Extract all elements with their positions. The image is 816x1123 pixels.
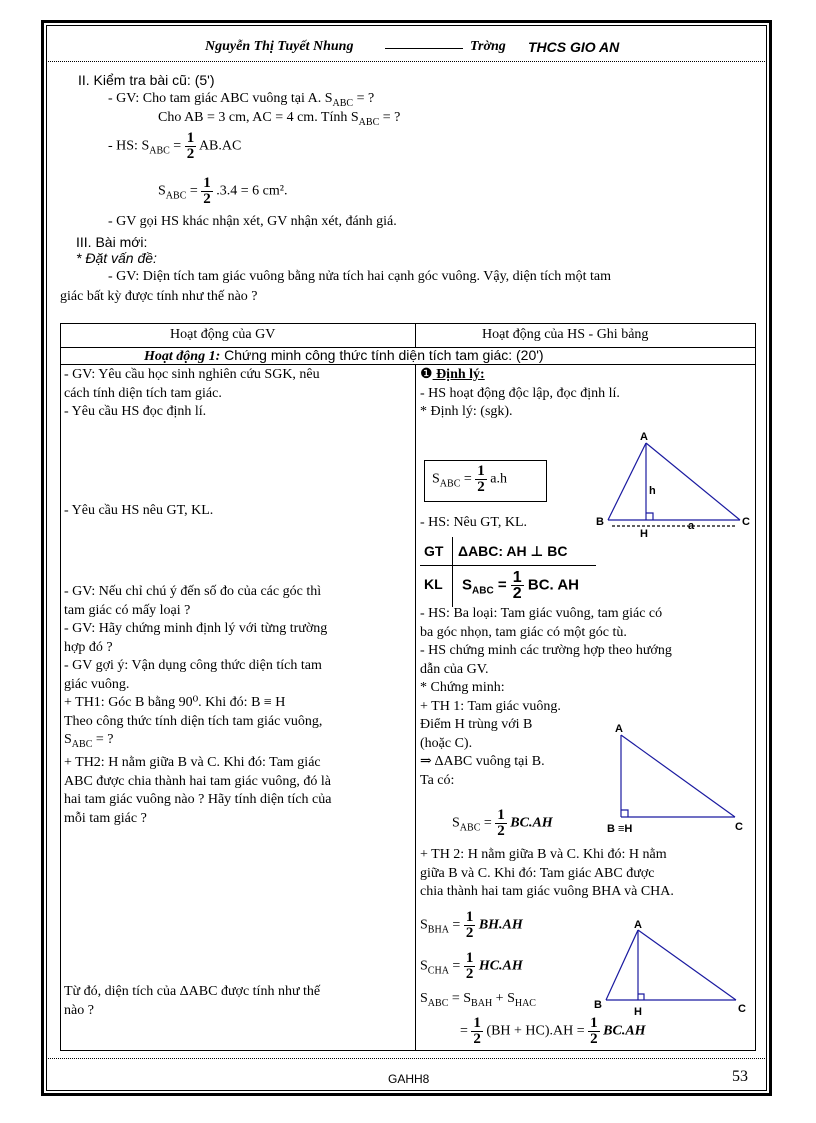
formula-box-content: $S_{ABC}$ = $\frac{1}{2}$ a.h (432, 463, 507, 495)
section3-title: III. Bài mới: (76, 234, 148, 250)
section3-subtitle: * Đặt vấn đề: (76, 250, 157, 266)
footer-rule (48, 1058, 765, 1059)
fig1-label-h: H (640, 528, 648, 540)
gt-kl-vrule (452, 537, 453, 607)
section2-gv-eval: - GV gọi HS khác nhận xét, GV nhận xét, đánh giá. (108, 214, 397, 229)
fig3-label-b: B (594, 999, 602, 1011)
right-col-proof: - HS: Ba loại: Tam giác vuông, tam giác có ba góc nhọn, tam giác có một góc tù. - HS chứng minh các trường hợp theo hướng dẫn của GV. * Chứng minh: + TH 1: Tam giác vuông. Điểm H trùng với B (hoặc C). ⇒ ΔABC vuông tại B. Ta có: (420, 606, 672, 788)
left-col-proof: - GV: Nếu chỉ chú ý đến số đo của các góc thì tam giác có mấy loại ? - GV: Hãy chứng minh định lý với từng trường hợp đó ? - GV gợi ý: Vận dụng công thức diện tích tam giác vuông. + TH1: Góc B bằng 90⁰. Khi đó: B ≡ H Theo công thức tính diện tích tam giác vuông, $S_{ABC}$ = ? + TH2: H nằm giữa B và C. Khi đó: Tam giác ABC được chia thành hai tam giác vuông, đó là hai tam giác vuông nào ? Hãy tính diện tích của mỗi tam giác ? (64, 584, 332, 826)
fig2-label-bh: B ≡H (607, 823, 633, 835)
s-cha-formula: $S_{CHA}$ = $\frac{1}{2}$ HC.AH (420, 950, 523, 982)
section2-title: II. Kiểm tra bài cũ: (5') (78, 72, 215, 88)
section2-gv-line1: - GV: Cho tam giác ABC vuông tại A. $S_{ABC}$ = ? (108, 91, 375, 109)
s-abc-final: = $\frac{1}{2}$ (BH + HC).AH = $\frac{1}{2}$ BC.AH (460, 1015, 646, 1047)
table-header-divider (415, 323, 416, 347)
gt-content: ΔABC: AH ⊥ BC (458, 543, 568, 559)
s-bha-formula: $S_{BHA}$ = $\frac{1}{2}$ BH.AH (420, 909, 523, 941)
fig1-label-a: A (640, 431, 648, 443)
section3-intro-line2: giác bất kỳ được tính như thế nào ? (60, 289, 258, 304)
header-author: Nguyễn Thị Tuyết Nhung (205, 39, 354, 54)
figure-triangle-th2 (592, 918, 758, 1018)
fig3-label-a: A (634, 919, 642, 931)
fig2-label-c: C (735, 821, 743, 833)
header-school: THCS GIO AN (528, 39, 620, 55)
table-column-divider (415, 364, 416, 1051)
right-col-top: ❶ Định lý: - HS hoạt động độc lập, đọc định lí. * Định lý: (sgk). (420, 367, 620, 419)
th1-formula: $S_{ABC}$ = $\frac{1}{2}$ BC.AH (452, 807, 553, 839)
fraction-half: $\frac{1}{2}$ (203, 175, 211, 207)
section2-hs-formula: - HS: $S_{ABC}$ = $\frac{1}{2}$ AB.AC (108, 130, 242, 162)
kl-content: $S_{ABC}$ = $\frac{1}{2}$ BC. AH (462, 569, 579, 602)
right-th2-text: + TH 2: H nằm giữa B và C. Khi đó: H nằm giữa B và C. Khi đó: Tam giác ABC được chia thành hai tam giác vuông BHA và CHA. (420, 847, 674, 899)
fig1-label-h-small: h (649, 485, 656, 497)
s-abc-sum: $S_{ABC} = S_{BAH} + S_{HAC}$ (420, 991, 536, 1009)
figure-right-triangle (605, 720, 755, 838)
number-one-icon: ❶ (420, 367, 433, 382)
fig3-label-h: H (634, 1006, 642, 1018)
left-col-text: - GV: Yêu cầu học sinh nghiên cứu SGK, nêu cách tính diện tích tam giác. - Yêu cầu HS đọc định lí. (64, 367, 320, 419)
header-dash (385, 48, 463, 49)
right-gt-kl-line: - HS: Nêu GT, KL. (420, 515, 528, 530)
left-gt-kl: - Yêu cầu HS nêu GT, KL. (64, 503, 214, 518)
section2-hs-result: $S_{ABC}$ = $\frac{1}{2}$ .3.4 = 6 cm². (158, 175, 288, 207)
figure-triangle-altitude (592, 428, 758, 540)
header-rule (48, 61, 765, 62)
gt-kl-hrule (420, 565, 596, 566)
page-number: 53 (732, 1068, 748, 1085)
col1-header: Hoạt động của GV (170, 327, 276, 342)
fig3-label-c: C (738, 1003, 746, 1015)
fig2-label-a: A (615, 723, 623, 735)
footer-center: GAHH8 (388, 1072, 430, 1086)
fig1-label-a-small: a (688, 520, 695, 532)
kl-label: KL (424, 576, 443, 592)
section3-intro-line1: - GV: Diện tích tam giác vuông bằng nửa tích hai cạnh góc vuông. Vậy, diện tích một tam (108, 269, 612, 284)
header-school-prefix: Trờng (470, 39, 506, 54)
fraction-half: $\frac{1}{2}$ (186, 130, 195, 162)
fig1-label-c: C (742, 516, 750, 528)
gt-label: GT (424, 543, 444, 559)
activity-title: Hoạt động 1: Chứng minh công thức tính diện tích tam giác: (20') (144, 347, 544, 364)
col2-header: Hoạt động của HS - Ghi bảng (482, 327, 649, 342)
section2-gv-line2: Cho AB = 3 cm, AC = 4 cm. Tính $S_{ABC}$ = ? (158, 110, 401, 128)
left-col-conclusion: Từ đó, diện tích của ΔABC được tính như thế nào ? (64, 984, 321, 1018)
fig1-label-b: B (596, 516, 604, 528)
